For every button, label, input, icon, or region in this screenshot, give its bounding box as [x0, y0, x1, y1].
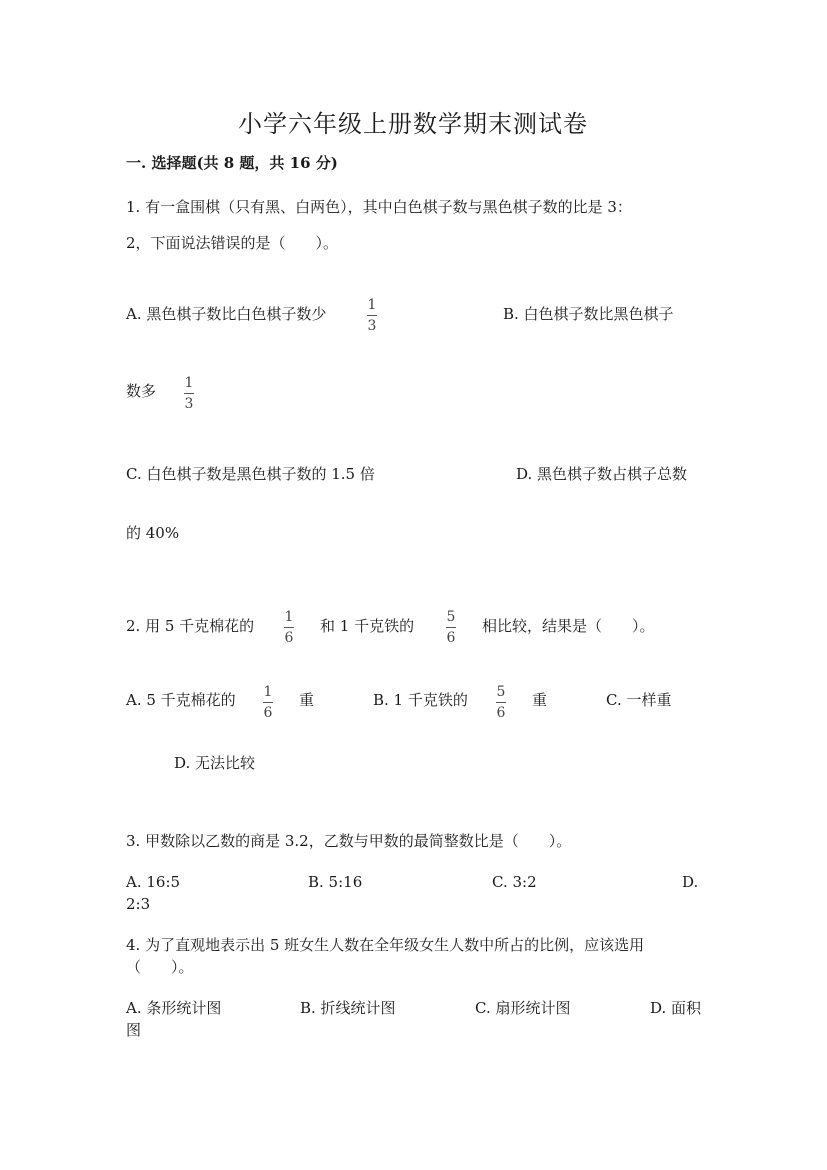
- fraction-bar: [284, 627, 294, 628]
- q1-stem-line-1: 1. 有一盒围棋（只有黑、白两色），其中白色棋子数与黑色棋子数的比是 3：: [126, 198, 632, 216]
- fraction-denominator: 6: [496, 705, 506, 721]
- q2-option-c[interactable]: C. 一样重: [606, 691, 672, 709]
- fraction-denominator: 3: [184, 396, 194, 412]
- q1-option-d[interactable]: D. 黑色棋子数占棋子总数: [516, 465, 688, 483]
- q1-option-a[interactable]: A. 黑色棋子数比白色棋子数少: [126, 305, 327, 323]
- q4-option-d[interactable]: D. 面积: [650, 999, 702, 1017]
- fraction-numerator: 1: [184, 375, 194, 391]
- q1-option-b-fraction: [184, 376, 194, 411]
- q1-option-b-continued: 数多: [126, 382, 157, 400]
- q4-option-d-continued: 图: [126, 1021, 142, 1039]
- fraction-numerator: 1: [367, 297, 377, 313]
- q2-stem-fraction-2: [446, 610, 456, 645]
- q1-option-a-fraction: [367, 298, 377, 333]
- fraction-numerator: 5: [496, 684, 506, 700]
- q2-option-a[interactable]: A. 5 千克棉花的: [126, 691, 236, 709]
- fraction-bar: [496, 702, 506, 703]
- q4-stem-line-1: 4. 为了直观地表示出 5 班女生人数在全年级女生人数中所占的比例，应该选用: [126, 936, 645, 954]
- q1-option-d-continued: 的 40%: [126, 524, 180, 542]
- q2-option-b-fraction: [496, 685, 506, 720]
- q4-stem-line-2: （ ）。: [126, 958, 194, 976]
- q1-option-c[interactable]: C. 白色棋子数是黑色棋子数的 1.5 倍: [126, 465, 375, 483]
- page-title: 小学六年级上册数学期末测试卷: [238, 110, 588, 138]
- fraction-denominator: 6: [284, 630, 294, 646]
- q3-option-b[interactable]: B. 5:16: [308, 873, 363, 891]
- q3-stem: 3. 甲数除以乙数的商是 3.2，乙数与甲数的最简整数比是（ ）。: [126, 832, 572, 850]
- q3-option-d-continued: 2:3: [126, 895, 151, 913]
- fraction-numerator: 1: [284, 609, 294, 625]
- fraction-bar: [367, 315, 377, 316]
- q2-option-b-tail: 重: [532, 691, 548, 709]
- q2-stem-fraction-1: [284, 610, 294, 645]
- fraction-bar: [184, 393, 194, 394]
- fraction-bar: [263, 702, 273, 703]
- q4-option-b[interactable]: B. 折线统计图: [300, 999, 396, 1017]
- q1-option-b[interactable]: B. 白色棋子数比黑色棋子: [503, 305, 674, 323]
- fraction-denominator: 3: [367, 318, 377, 334]
- q2-stem-part-3: 相比较，结果是（ ）。: [482, 617, 655, 635]
- q3-option-d[interactable]: D.: [682, 873, 699, 891]
- q2-option-d[interactable]: D. 无法比较: [174, 754, 256, 772]
- q4-option-c[interactable]: C. 扇形统计图: [475, 999, 571, 1017]
- fraction-numerator: 1: [263, 684, 273, 700]
- fraction-bar: [446, 627, 456, 628]
- q2-stem-part-1: 2. 用 5 千克棉花的: [126, 617, 255, 635]
- q3-option-a[interactable]: A. 16:5: [126, 873, 181, 891]
- fraction-numerator: 5: [446, 609, 456, 625]
- q2-option-b[interactable]: B. 1 千克铁的: [373, 691, 468, 709]
- fraction-denominator: 6: [263, 705, 273, 721]
- q4-option-a[interactable]: A. 条形统计图: [126, 999, 222, 1017]
- q2-option-a-fraction: [263, 685, 273, 720]
- q2-stem-part-2: 和 1 千克铁的: [320, 617, 415, 635]
- q3-option-c[interactable]: C. 3:2: [492, 873, 537, 891]
- q2-option-a-tail: 重: [299, 691, 315, 709]
- q1-stem-line-2: 2，下面说法错误的是（ ）。: [126, 234, 339, 252]
- section-header: 一. 选择题(共 8 题，共 16 分): [126, 154, 338, 172]
- fraction-denominator: 6: [446, 630, 456, 646]
